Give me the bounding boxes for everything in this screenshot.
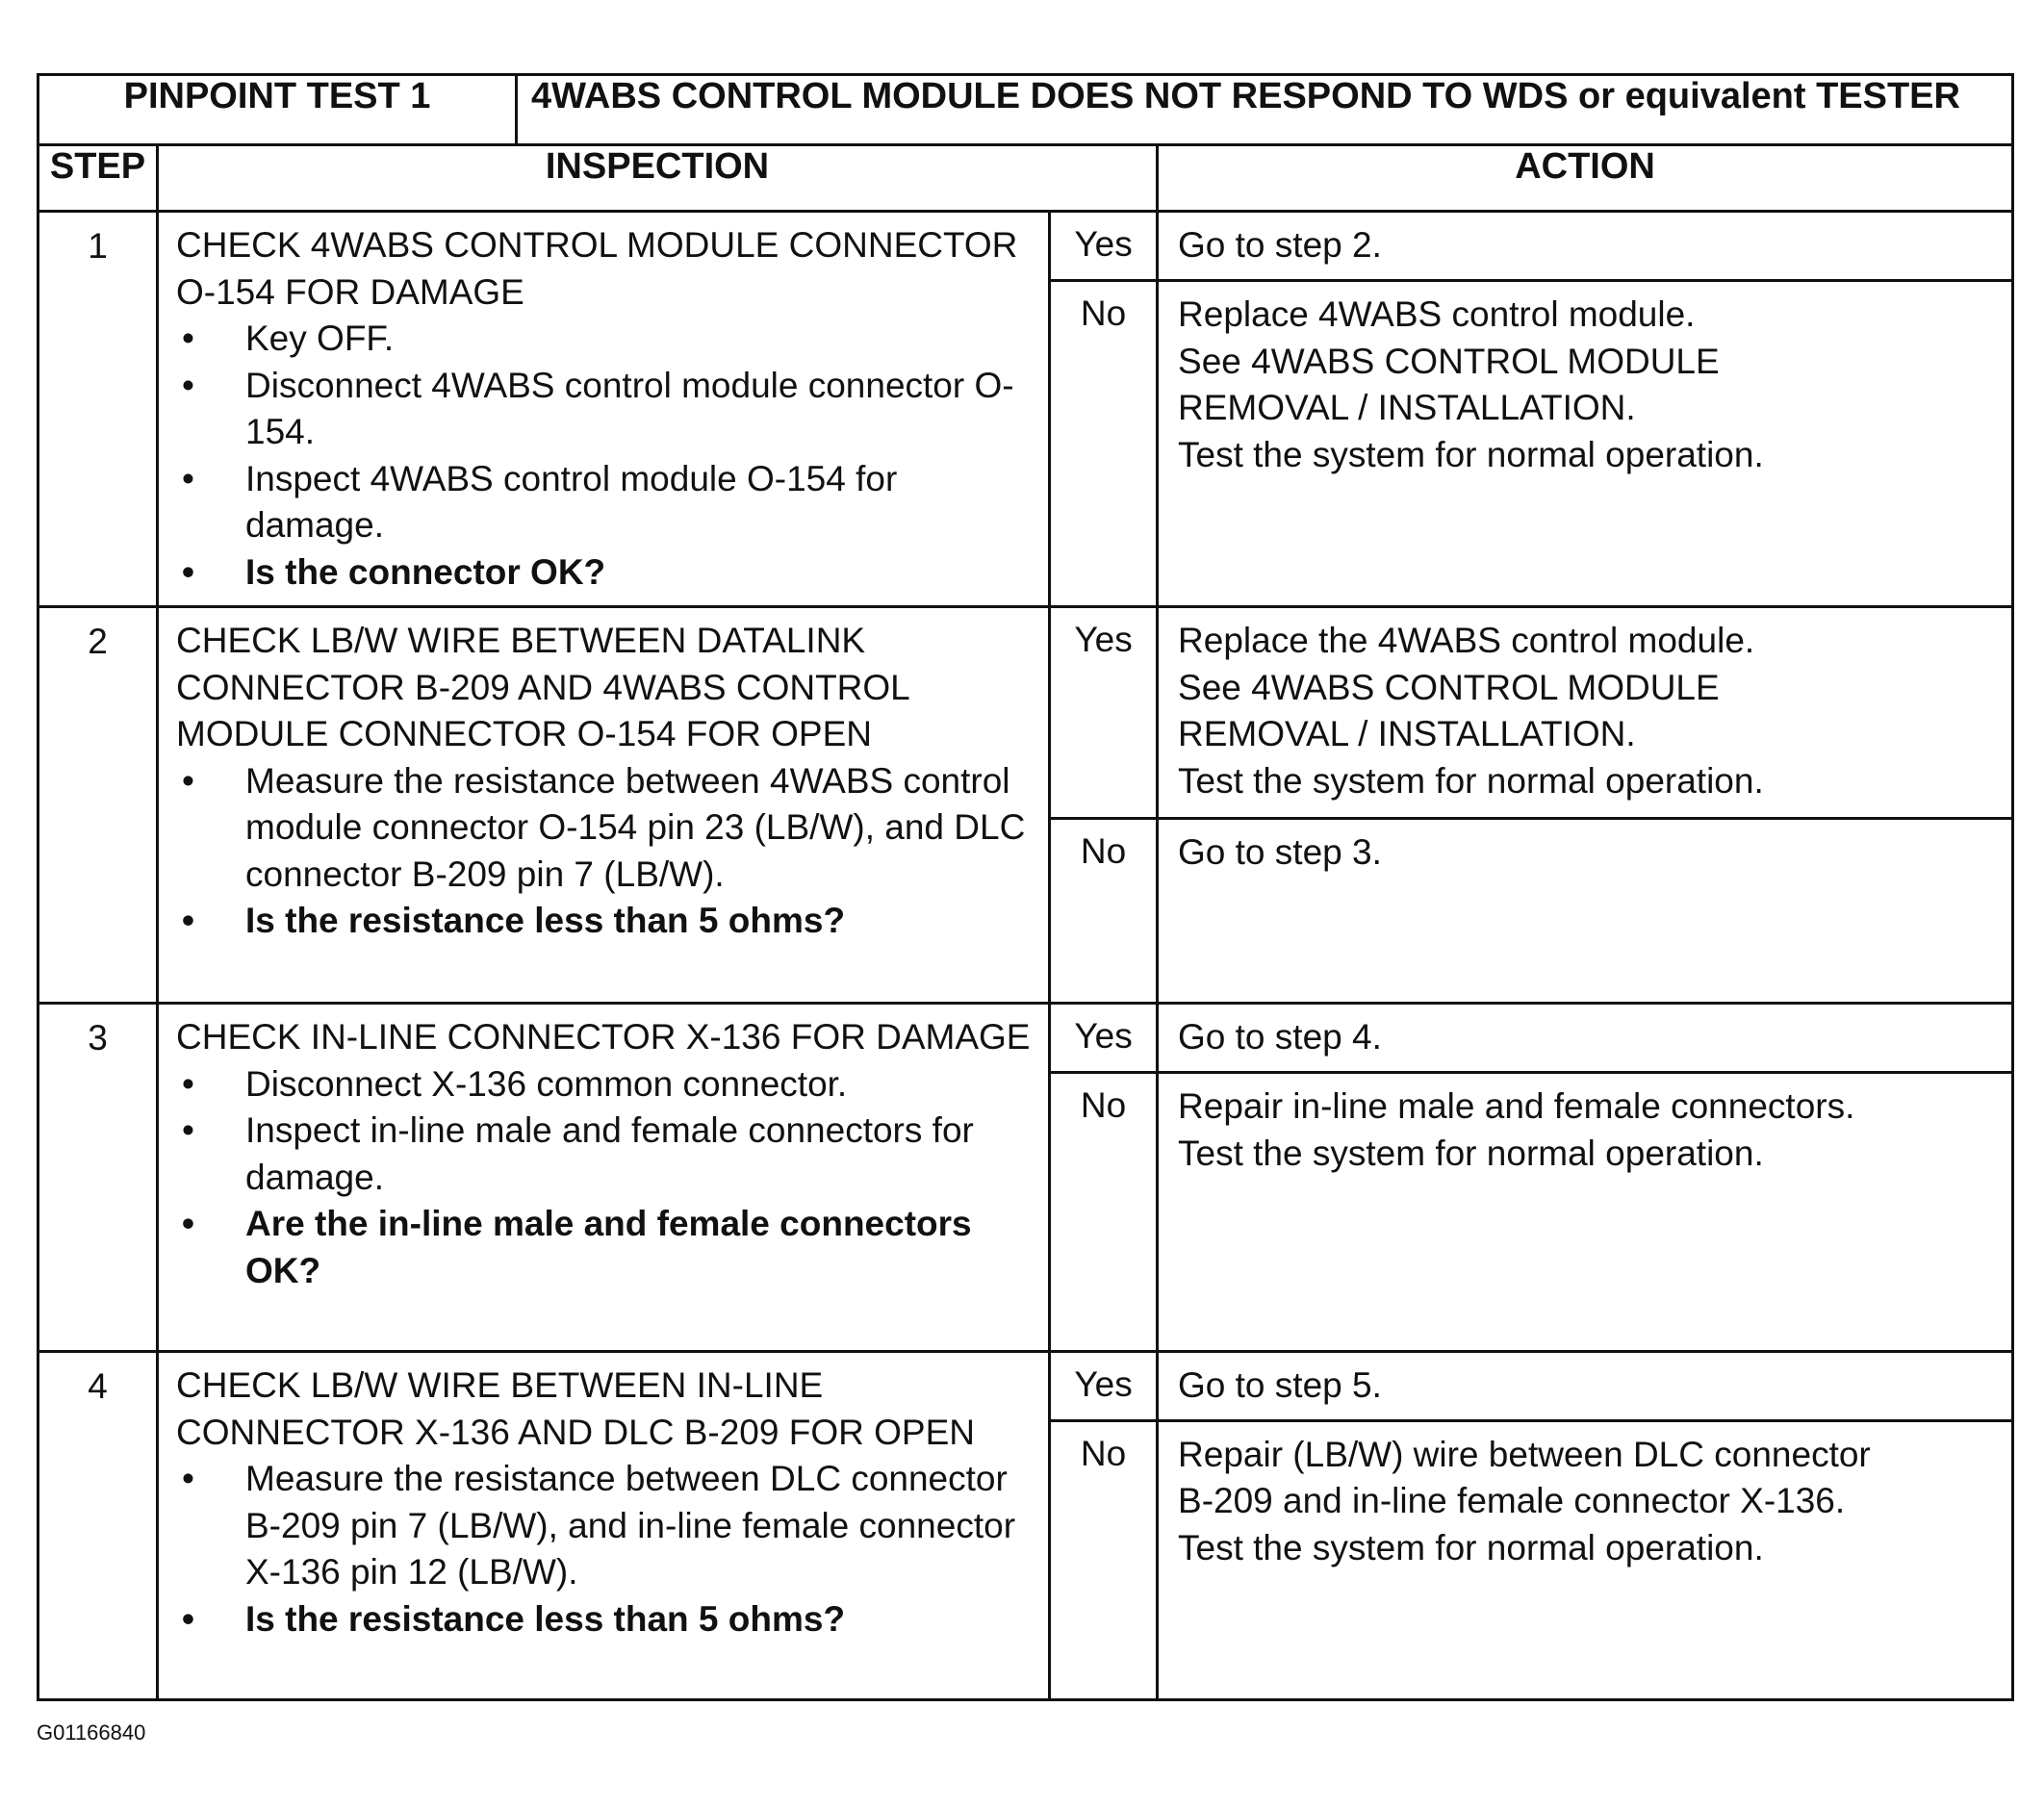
action-header: ACTION xyxy=(1158,145,2013,212)
bullet-item: • Disconnect X-136 common connector. xyxy=(176,1061,1036,1108)
bullet-icon: • xyxy=(182,318,194,358)
step-question: • Is the connector OK? xyxy=(176,549,1036,597)
step-bullet-list xyxy=(176,758,1036,945)
bullet-icon: • xyxy=(182,901,194,940)
step-bullet-list xyxy=(176,1456,1036,1643)
step-bullet-list xyxy=(176,1061,1036,1295)
yes-action: Go to step 5. xyxy=(1158,1352,2013,1421)
inspection-header: INSPECTION xyxy=(158,145,1158,212)
step-number: 2 xyxy=(38,607,158,1004)
column-header-row xyxy=(38,145,2013,212)
step-heading: CHECK LB/W WIRE BETWEEN DATALINK CONNECTOR B-209 AND 4WABS CONTROL MODULE CONNECTOR O-154 FOR OPEN xyxy=(176,621,909,753)
step-number: 1 xyxy=(38,212,158,607)
bullet-icon: • xyxy=(182,1598,194,1639)
step-bullet-list xyxy=(176,316,1036,596)
no-action: Repair in-line male and female connectors. Test the system for normal operation. xyxy=(1158,1073,2013,1352)
step-4-inspection xyxy=(158,1352,1050,1700)
yes-label: Yes xyxy=(1050,1004,1158,1073)
bullet-item: • Measure the resistance between 4WABS control module connector O-154 pin 23 (LB/W), and DLC connector B-209 pin 7 (LB/W). xyxy=(176,758,1036,899)
bullet-icon: • xyxy=(182,365,194,405)
test-label: PINPOINT TEST 1 xyxy=(38,75,517,145)
step-number: 4 xyxy=(38,1352,158,1700)
step-number: 3 xyxy=(38,1004,158,1352)
pinpoint-test-table xyxy=(37,73,2014,1701)
bullet-icon: • xyxy=(182,1459,194,1498)
yes-action: Go to step 2. xyxy=(1158,212,2013,281)
bullet-item: • Inspect 4WABS control module O-154 for damage. xyxy=(176,456,1036,549)
bullet-item: • Measure the resistance between DLC connector B-209 pin 7 (LB/W), and in-line female connector X-136 pin 12 (LB/W). xyxy=(176,1456,1036,1596)
step-1-inspection xyxy=(158,212,1050,607)
bullet-item: • Disconnect 4WABS control module connector O-154. xyxy=(176,363,1036,456)
step-heading: CHECK LB/W WIRE BETWEEN IN-LINE CONNECTOR X-136 AND DLC B-209 FOR OPEN xyxy=(176,1365,975,1452)
bullet-icon: • xyxy=(182,760,194,801)
bullet-icon: • xyxy=(182,458,194,498)
step-heading: CHECK 4WABS CONTROL MODULE CONNECTOR O-154 FOR DAMAGE xyxy=(176,225,1018,312)
bullet-item: • Key OFF. xyxy=(176,316,1036,363)
figure-id: G01166840 xyxy=(37,1720,146,1745)
bullet-item: • Inspect in-line male and female connectors for damage. xyxy=(176,1108,1036,1201)
step-3-yes-row xyxy=(38,1004,2013,1073)
step-1-yes-row xyxy=(38,212,2013,281)
yes-label: Yes xyxy=(1050,1352,1158,1421)
step-question: • Is the resistance less than 5 ohms? xyxy=(176,898,1036,945)
no-label: No xyxy=(1050,1420,1158,1699)
bullet-icon: • xyxy=(182,1110,194,1150)
step-heading: CHECK IN-LINE CONNECTOR X-136 FOR DAMAGE xyxy=(176,1017,1031,1057)
no-label: No xyxy=(1050,1073,1158,1352)
step-question: • Are the in-line male and female connectors OK? xyxy=(176,1201,1036,1294)
yes-label: Yes xyxy=(1050,607,1158,819)
no-action: Replace 4WABS control module. See 4WABS CONTROL MODULE REMOVAL / INSTALLATION. Test the system for normal operation. xyxy=(1158,281,2013,607)
yes-action: Replace the 4WABS control module. See 4WABS CONTROL MODULE REMOVAL / INSTALLATION. Test the system for normal operation. xyxy=(1158,607,2013,819)
step-3-inspection xyxy=(158,1004,1050,1352)
step-2-inspection xyxy=(158,607,1050,1004)
no-action: Go to step 3. xyxy=(1158,819,2013,1004)
bullet-icon: • xyxy=(182,551,194,592)
title-row xyxy=(38,75,2013,145)
step-question: • Is the resistance less than 5 ohms? xyxy=(176,1596,1036,1643)
no-label: No xyxy=(1050,819,1158,1004)
step-header: STEP xyxy=(38,145,158,212)
yes-label: Yes xyxy=(1050,212,1158,281)
no-action: Repair (LB/W) wire between DLC connector B-209 and in-line female connector X-136. Test the system for normal operation. xyxy=(1158,1420,2013,1699)
no-label: No xyxy=(1050,281,1158,607)
step-2-yes-row xyxy=(38,607,2013,819)
pinpoint-test-sheet xyxy=(37,73,2011,1701)
step-4-yes-row xyxy=(38,1352,2013,1421)
bullet-icon: • xyxy=(182,1063,194,1104)
yes-action: Go to step 4. xyxy=(1158,1004,2013,1073)
test-description: 4WABS CONTROL MODULE DOES NOT RESPOND TO WDS or equivalent TESTER xyxy=(517,75,2013,145)
bullet-icon: • xyxy=(182,1204,194,1243)
